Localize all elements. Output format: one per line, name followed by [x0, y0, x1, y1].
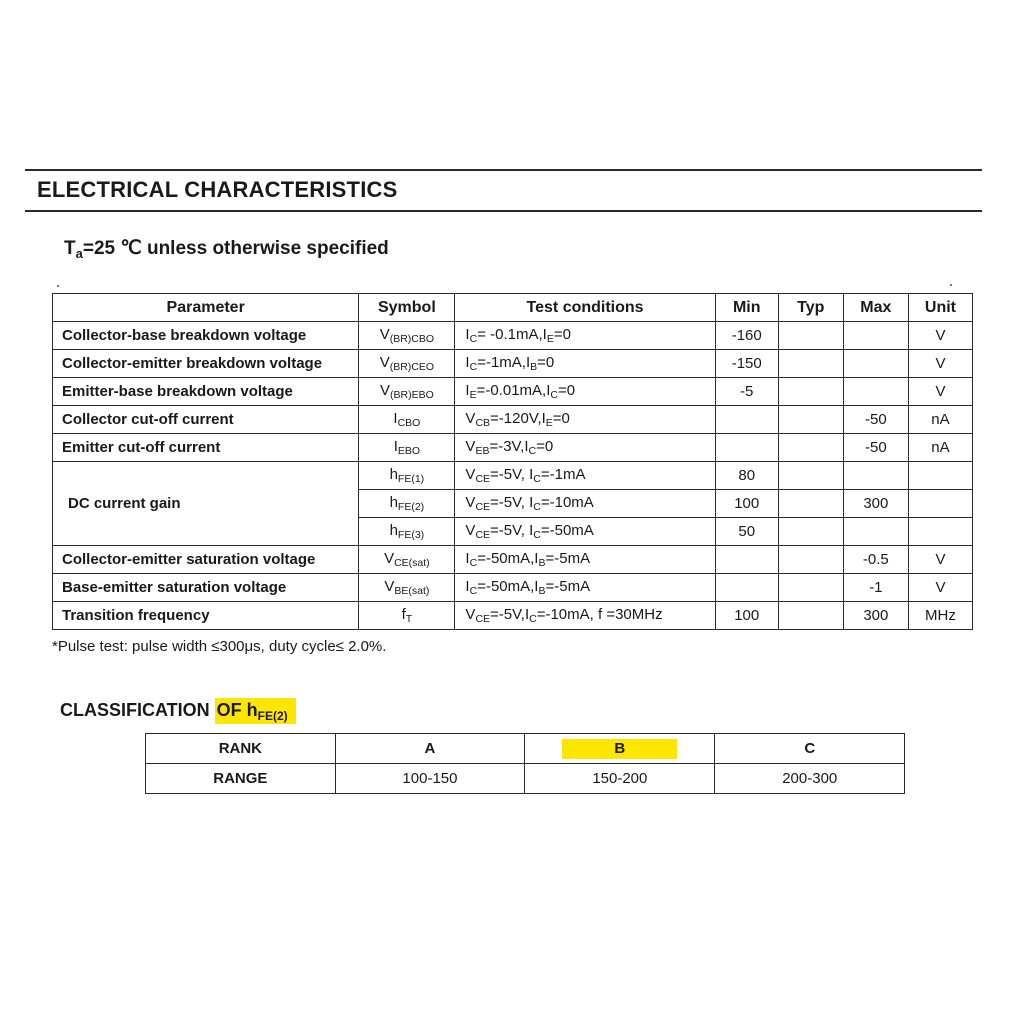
cond-var-sub: C [469, 361, 478, 373]
min-cell: -160 [715, 322, 778, 350]
rank-row [146, 734, 905, 764]
cond-var-sub: CE [475, 613, 491, 625]
cond-var: I [534, 550, 539, 567]
symbol-cell [359, 574, 455, 602]
cond-value: =-10mA, f =30MHz [536, 606, 663, 623]
cond-var: I [534, 578, 539, 595]
range-label: RANGE [146, 764, 336, 794]
cond-var: I [524, 438, 529, 455]
cond-var: I [542, 326, 547, 343]
condition-symbol-sub: a [75, 246, 83, 261]
max-cell: -50 [843, 434, 908, 462]
cond-value: =0 [536, 438, 554, 455]
symbol-cell [359, 350, 455, 378]
typ-cell [778, 546, 843, 574]
max-cell [843, 462, 908, 490]
symbol-main: h [389, 466, 398, 483]
test-conditions-cell [455, 378, 715, 406]
cond-var: I [465, 382, 470, 399]
typ-cell [778, 350, 843, 378]
symbol-main: V [379, 382, 390, 399]
cond-var: I [465, 550, 470, 567]
condition-symbol: T [64, 238, 76, 259]
cond-value: =-0.01mA, [476, 382, 547, 399]
column-header: Min [715, 294, 778, 322]
cond-value: =-5V, [490, 606, 525, 623]
table-row [53, 322, 973, 350]
section-title: ELECTRICAL CHARACTERISTICS [37, 177, 398, 202]
test-conditions-cell [455, 518, 715, 546]
cond-var-sub: CE [475, 529, 491, 541]
max-cell [843, 378, 908, 406]
cond-var-sub: C [469, 333, 478, 345]
column-header: Unit [908, 294, 972, 322]
range-cell: 100-150 [335, 764, 524, 794]
min-cell [715, 434, 778, 462]
symbol-main: I [393, 410, 398, 427]
max-cell: -0.5 [843, 546, 908, 574]
cond-var-sub: C [469, 557, 478, 569]
max-cell: -50 [843, 406, 908, 434]
rank-value: C [804, 740, 816, 757]
test-conditions-cell [455, 322, 715, 350]
column-header: Symbol [359, 294, 455, 322]
parameter-cell: Transition frequency [53, 602, 359, 630]
symbol-main: h [389, 522, 398, 539]
min-cell: 80 [715, 462, 778, 490]
symbol-cell [359, 434, 455, 462]
test-conditions-cell [455, 406, 715, 434]
cond-value: =-5V, [490, 522, 530, 539]
symbol-subscript: FE(3) [397, 529, 425, 541]
min-cell: 100 [715, 490, 778, 518]
cond-var: I [465, 354, 470, 371]
symbol-subscript: T [405, 613, 413, 625]
symbol-main: V [379, 354, 390, 371]
table-row [53, 574, 973, 602]
cond-var-sub: C [528, 445, 537, 457]
parameter-cell: Collector cut-off current [53, 406, 359, 434]
max-cell [843, 518, 908, 546]
cond-var: V [465, 522, 476, 539]
symbol-main: V [384, 550, 395, 567]
range-cell: 200-300 [715, 764, 905, 794]
classification-title-plain: CLASSIFICATION [60, 700, 215, 720]
column-header: Parameter [53, 294, 359, 322]
max-cell: 300 [843, 490, 908, 518]
cond-value: = -0.1mA, [477, 326, 543, 343]
range-row [146, 764, 905, 794]
unit-cell: V [908, 350, 972, 378]
max-cell: 300 [843, 602, 908, 630]
table-row [53, 406, 973, 434]
section-rule-bottom [25, 210, 982, 212]
test-conditions-cell [455, 462, 715, 490]
cond-var-sub: C [469, 585, 478, 597]
symbol-subscript: (BR)CBO [389, 333, 435, 345]
rank-cell [715, 734, 905, 764]
cond-var-sub: C [550, 389, 558, 401]
cond-var: I [529, 522, 534, 539]
symbol-subscript: CE(sat) [394, 557, 430, 569]
table-row-dc-gain [53, 462, 973, 490]
cond-var: V [465, 438, 476, 455]
cond-value: =-5V, [490, 466, 530, 483]
unit-cell: MHz [908, 602, 972, 630]
typ-cell [778, 434, 843, 462]
cond-var: V [465, 466, 476, 483]
parameter-cell: DC current gain [53, 462, 359, 546]
max-cell [843, 322, 908, 350]
cond-value: =0 [558, 382, 576, 399]
classification-title-symbol: OF h [216, 700, 258, 720]
symbol-main: h [389, 494, 398, 511]
symbol-cell [359, 490, 455, 518]
max-cell [843, 350, 908, 378]
column-header: Test conditions [455, 294, 715, 322]
cond-value: =-1mA [540, 466, 586, 483]
symbol-subscript: (BR)CEO [389, 361, 435, 373]
cond-value: =-50mA [540, 522, 594, 539]
parameter-cell: Collector-base breakdown voltage [53, 322, 359, 350]
test-conditions-cell [455, 574, 715, 602]
typ-cell [778, 406, 843, 434]
scan-dot [57, 285, 59, 287]
parameter-cell: Emitter-base breakdown voltage [53, 378, 359, 406]
rank-cell [525, 734, 715, 764]
cond-var-sub: E [546, 333, 554, 345]
symbol-cell [359, 322, 455, 350]
symbol-cell [359, 518, 455, 546]
cond-var-sub: B [530, 361, 538, 373]
cond-var: I [465, 578, 470, 595]
cond-var-sub: CE [475, 501, 491, 513]
symbol-main: I [393, 438, 398, 455]
condition-text: =25 ℃ unless otherwise specified [82, 238, 389, 259]
table-body [53, 322, 973, 630]
symbol-subscript: FE(2) [397, 501, 425, 513]
cond-var-sub: EB [475, 445, 490, 457]
cond-value: =-1mA, [477, 354, 526, 371]
parameter-cell: Base-emitter saturation voltage [53, 574, 359, 602]
typ-cell [778, 322, 843, 350]
electrical-characteristics-table [52, 293, 973, 630]
cond-var: I [529, 494, 534, 511]
typ-cell [778, 602, 843, 630]
range-cell: 150-200 [525, 764, 715, 794]
cond-var: V [465, 606, 476, 623]
unit-cell [908, 462, 972, 490]
cond-value: =-5mA [545, 578, 591, 595]
rank-value: A [424, 740, 436, 757]
unit-cell [908, 490, 972, 518]
cond-value: =-5mA [545, 550, 591, 567]
test-conditions-cell [455, 490, 715, 518]
max-cell: -1 [843, 574, 908, 602]
symbol-subscript: (BR)EBO [390, 389, 434, 401]
typ-cell [778, 574, 843, 602]
symbol-subscript: FE(1) [397, 473, 425, 485]
section-rule-top [25, 169, 982, 171]
cond-var: V [465, 494, 476, 511]
classification-title-sub: FE(2) [257, 709, 288, 723]
cond-var-sub: CB [475, 417, 491, 429]
cond-value: =0 [553, 326, 571, 343]
cond-value: =-50mA, [477, 550, 535, 567]
cond-var: I [546, 382, 551, 399]
table-header-row [53, 294, 973, 322]
cond-var-sub: E [545, 417, 553, 429]
min-cell [715, 546, 778, 574]
min-cell: -150 [715, 350, 778, 378]
symbol-cell [359, 462, 455, 490]
typ-cell [778, 490, 843, 518]
cond-var-sub: B [538, 557, 546, 569]
symbol-subscript: CBO [397, 417, 421, 429]
classification-table [145, 733, 905, 794]
classification-title [60, 700, 296, 723]
symbol-cell [359, 378, 455, 406]
min-cell: 50 [715, 518, 778, 546]
unit-cell: V [908, 322, 972, 350]
test-conditions-cell [455, 434, 715, 462]
cond-var: I [541, 410, 546, 427]
cond-var-sub: CE [475, 473, 491, 485]
unit-cell: nA [908, 406, 972, 434]
min-cell: 100 [715, 602, 778, 630]
typ-cell [778, 462, 843, 490]
cond-value: =0 [552, 410, 570, 427]
cond-var-sub: C [533, 529, 541, 541]
test-conditions-cell [455, 546, 715, 574]
cond-var: I [525, 354, 531, 371]
symbol-subscript: EBO [397, 445, 421, 457]
symbol-main: V [384, 578, 395, 595]
cond-var: I [524, 606, 530, 623]
parameter-cell: Emitter cut-off current [53, 434, 359, 462]
symbol-cell [359, 602, 455, 630]
cond-value: =-10mA [540, 494, 594, 511]
unit-cell: V [908, 546, 972, 574]
unit-cell: V [908, 574, 972, 602]
cond-value: =-120V, [490, 410, 542, 427]
column-header: Max [843, 294, 908, 322]
parameter-cell: Collector-emitter breakdown voltage [53, 350, 359, 378]
test-conditions-cell [455, 602, 715, 630]
parameter-cell: Collector-emitter saturation voltage [53, 546, 359, 574]
unit-cell: nA [908, 434, 972, 462]
table-row [53, 602, 973, 630]
rank-label: RANK [146, 734, 336, 764]
cond-var-sub: B [538, 585, 546, 597]
cond-value: =-50mA, [477, 578, 535, 595]
cond-var: V [465, 410, 476, 427]
cond-var-sub: C [533, 501, 541, 513]
symbol-main: f [401, 606, 406, 623]
ambient-condition-note [64, 237, 389, 261]
typ-cell [778, 518, 843, 546]
min-cell: -5 [715, 378, 778, 406]
min-cell [715, 574, 778, 602]
cond-var: I [529, 466, 534, 483]
cond-var-sub: C [533, 473, 541, 485]
table-row [53, 434, 973, 462]
symbol-cell [359, 406, 455, 434]
pulse-test-footnote: *Pulse test: pulse width ≤300μs, duty cycle≤ 2.0%. [52, 638, 387, 655]
cond-value: =0 [537, 354, 555, 371]
rank-value: B [562, 739, 677, 759]
cond-var-sub: C [529, 613, 537, 625]
cond-value: =-3V, [489, 438, 525, 455]
rank-cell [335, 734, 524, 764]
symbol-cell [359, 546, 455, 574]
classification-title-highlight [215, 698, 296, 724]
table-row [53, 546, 973, 574]
cond-value: =-5V, [490, 494, 530, 511]
typ-cell [778, 378, 843, 406]
unit-cell [908, 518, 972, 546]
cond-var-sub: E [469, 389, 477, 401]
symbol-main: V [379, 326, 390, 343]
column-header: Typ [778, 294, 843, 322]
table-row [53, 378, 973, 406]
min-cell [715, 406, 778, 434]
scan-dot [950, 284, 952, 286]
symbol-subscript: BE(sat) [394, 585, 430, 597]
test-conditions-cell [455, 350, 715, 378]
cond-var: I [465, 326, 470, 343]
unit-cell: V [908, 378, 972, 406]
table-row [53, 350, 973, 378]
